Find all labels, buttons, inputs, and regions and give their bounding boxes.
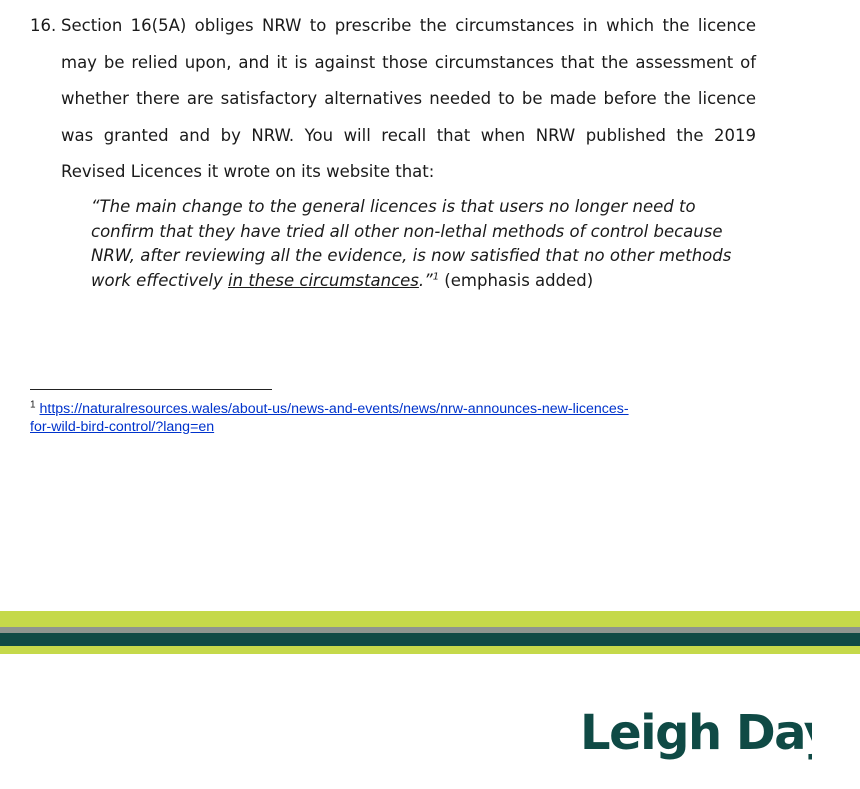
footnote-number: 1 — [30, 399, 36, 411]
quote-close: .” — [418, 270, 433, 290]
quote-emphasis: in these circumstances — [228, 270, 419, 290]
footnote-link-line2: for-wild-bird-control/?lang=en — [30, 418, 215, 435]
emphasis-note: (emphasis added) — [439, 270, 594, 290]
footnote-reference[interactable]: 1 — [432, 271, 440, 282]
paragraph-number: 16. — [30, 16, 57, 35]
footnote-separator — [30, 389, 272, 390]
footnote-link[interactable] — [30, 401, 629, 435]
footer-stripe-lime-bottom — [0, 646, 860, 654]
block-quote — [91, 195, 756, 293]
logo-text: Leigh Day — [580, 705, 812, 761]
paragraph-16 — [30, 8, 756, 191]
footnote — [30, 401, 750, 436]
leigh-day-logo — [580, 703, 812, 763]
footer-stripe-lime-top — [0, 611, 860, 627]
paragraph-text: Section 16(5A) obliges NRW to prescribe the circumstances in which the licence may be relied upon, and it is against those circumstances that the assessment of whether there are satisfactory alternatives needed to be made before the licence was granted and by NRW. You will recall that when NRW published the 2019 Revised Licences it wrote on its website that: — [61, 16, 756, 182]
quote-text: “The main change to the general licences is that users no longer need to confirm that they have tried all other non-lethal methods of control because NRW, after reviewing all the evidence, is now satisfied that no other methods work effectively — [91, 197, 732, 290]
logo-wordmark — [580, 703, 812, 763]
footnote-link-line1: https://naturalresources.wales/about-us/news-and-events/news/nrw-announces-new-licences- — [39, 401, 629, 417]
footer-stripe-teal — [0, 633, 860, 646]
